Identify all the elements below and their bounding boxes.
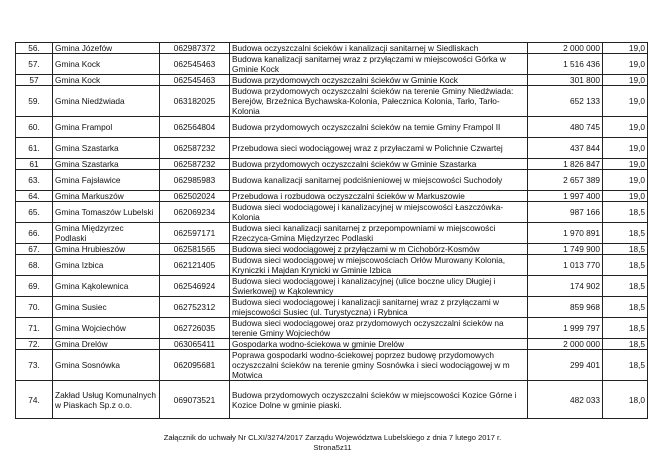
grant-amount-cell: 1 997 400 (528, 191, 603, 202)
table-row (16, 86, 648, 117)
project-title-cell: Budowa kanalizacji sanitarnej podciśnieniowej w miejscowości Suchodoły (230, 170, 528, 191)
beneficiary-name-cell: Gmina Tomaszów Lubelski (53, 202, 160, 223)
score-points-cell: 18,5 (603, 202, 648, 223)
table-row (16, 318, 648, 339)
grant-amount-cell: 1 826 847 (528, 159, 603, 170)
score-points-cell: 18,5 (603, 297, 648, 318)
beneficiary-name-cell: Gmina Drelów (53, 339, 160, 350)
row-number-cell: 63. (16, 170, 53, 191)
beneficiary-name-cell: Gmina Fajsławice (53, 170, 160, 191)
regon-number-cell: 062987372 (160, 43, 230, 54)
beneficiary-name-cell: Gmina Hrubieszów (53, 244, 160, 255)
regon-number-cell: 062095681 (160, 350, 230, 381)
grant-amount-cell: 1 749 900 (528, 244, 603, 255)
beneficiary-name-cell: Gmina Niedźwiada (53, 86, 160, 117)
regon-number-cell: 069073521 (160, 381, 230, 419)
grant-amount-cell: 301 800 (528, 75, 603, 86)
projects-table-body (16, 43, 648, 419)
footer-page-number: Strona5z11 (313, 443, 352, 452)
row-number-cell: 70. (16, 297, 53, 318)
table-row (16, 138, 648, 159)
beneficiary-name-cell: Gmina Szastarka (53, 138, 160, 159)
row-number-cell: 71. (16, 318, 53, 339)
beneficiary-name-cell: Gmina Szastarka (53, 159, 160, 170)
beneficiary-name-cell: Gmina Markuszów (53, 191, 160, 202)
project-title-cell: Budowa sieci wodociągowej i kanalizacji sanitarnej wraz z przyłączami w miejscowości Susiec (ul. Turystyczna) i Rybnica (230, 297, 528, 318)
regon-number-cell: 062545463 (160, 75, 230, 86)
regon-number-cell: 062597171 (160, 223, 230, 244)
score-points-cell: 18,5 (603, 255, 648, 276)
beneficiary-name-cell: Gmina Międzyrzec Podlaski (53, 223, 160, 244)
project-title-cell: Budowa sieci wodociągowej w miejscowościach Orłów Murowany Kolonia, Kryniczki i Majdan Krynicki w Gminie Izbica (230, 255, 528, 276)
row-number-cell: 68. (16, 255, 53, 276)
grant-amount-cell: 174 902 (528, 276, 603, 297)
project-title-cell: Budowa sieci wodociągowej i kanalizacyjnej (ulice boczne ulicy Długiej i Świerkowej) w Kąkolewnicy (230, 276, 528, 297)
score-points-cell: 19,0 (603, 54, 648, 75)
row-number-cell: 66. (16, 223, 53, 244)
grant-amount-cell: 1 999 797 (528, 318, 603, 339)
table-row (16, 381, 648, 419)
project-title-cell: Budowa przydomowych oczyszczalni ścieków w miejscowości Kozice Górne i Kozice Dolne w gminie piaski. (230, 381, 528, 419)
project-title-cell: Budowa sieci kanalizacji sanitarnej z przepompowniami w miejscowości Rzeczyca-Gmina Międzyrzec Podlaski (230, 223, 528, 244)
project-title-cell: Budowa sieci wodociągowej z przyłączami w m Cichobórz-Kosmów (230, 244, 528, 255)
table-row (16, 75, 648, 86)
table-row (16, 170, 648, 191)
project-title-cell: Budowa sieci wodociągowej oraz przydomowych oczyszczalni ścieków na terenie Gminy Wojciechów (230, 318, 528, 339)
regon-number-cell: 062564804 (160, 117, 230, 138)
project-title-cell: Poprawa gospodarki wodno-ściekowej poprzez budowę przydomowych oczyszczalni ścieków na terenie gminy Sosnówka i sieci wodociągowej w m Motwica (230, 350, 528, 381)
regon-number-cell: 063182025 (160, 86, 230, 117)
project-title-cell: Budowa sieci wodociągowej i kanalizacyjnej w miejscowości Łaszczówka-Kolonia (230, 202, 528, 223)
beneficiary-name-cell: Gmina Izbica (53, 255, 160, 276)
table-row (16, 223, 648, 244)
table-row (16, 117, 648, 138)
score-points-cell: 18,5 (603, 318, 648, 339)
row-number-cell: 56. (16, 43, 53, 54)
row-number-cell: 73. (16, 350, 53, 381)
row-number-cell: 69. (16, 276, 53, 297)
regon-number-cell: 062121405 (160, 255, 230, 276)
grant-amount-cell: 2 000 000 (528, 43, 603, 54)
row-number-cell: 57. (16, 54, 53, 75)
table-row (16, 244, 648, 255)
row-number-cell: 74. (16, 381, 53, 419)
score-points-cell: 19,0 (603, 86, 648, 117)
score-points-cell: 18,5 (603, 223, 648, 244)
regon-number-cell: 062069234 (160, 202, 230, 223)
grant-amount-cell: 987 166 (528, 202, 603, 223)
grant-amount-cell: 1 970 891 (528, 223, 603, 244)
beneficiary-name-cell: Gmina Kock (53, 54, 160, 75)
table-row (16, 43, 648, 54)
row-number-cell: 64. (16, 191, 53, 202)
score-points-cell: 19,0 (603, 191, 648, 202)
beneficiary-name-cell: Gmina Józefów (53, 43, 160, 54)
beneficiary-name-cell: Gmina Frampol (53, 117, 160, 138)
score-points-cell: 18,5 (603, 339, 648, 350)
beneficiary-name-cell: Zakład Usług Komunalnych w Piaskach Sp.z o.o. (53, 381, 160, 419)
row-number-cell: 67. (16, 244, 53, 255)
score-points-cell: 19,0 (603, 75, 648, 86)
regon-number-cell: 062587232 (160, 138, 230, 159)
row-number-cell: 60. (16, 117, 53, 138)
score-points-cell: 19,0 (603, 117, 648, 138)
row-number-cell: 61. (16, 138, 53, 159)
project-title-cell: Budowa kanalizacji sanitarnej wraz z przyłączami w miejscowości Górka w Gminie Kock (230, 54, 528, 75)
footer-resolution-note: Załącznik do uchwały Nr CLXI/3274/2017 Zarządu Województwa Lubelskiego z dnia 7 lutego 2017 r. (163, 433, 502, 442)
regon-number-cell: 062502024 (160, 191, 230, 202)
table-row (16, 339, 648, 350)
score-points-cell: 19,0 (603, 43, 648, 54)
project-title-cell: Budowa przydomowych oczyszczalni ścieków w Gminie Szastarka (230, 159, 528, 170)
row-number-cell: 65. (16, 202, 53, 223)
project-title-cell: Przebudowa sieci wodociągowej wraz z przyłaczami w Polichnie Czwartej (230, 138, 528, 159)
project-title-cell: Gospodarka wodno-ściekowa w gminie Drelów (230, 339, 528, 350)
regon-number-cell: 062546924 (160, 276, 230, 297)
score-points-cell: 18,5 (603, 350, 648, 381)
score-points-cell: 18,0 (603, 381, 648, 419)
table-row (16, 54, 648, 75)
beneficiary-name-cell: Gmina Susiec (53, 297, 160, 318)
grant-amount-cell: 482 033 (528, 381, 603, 419)
table-row (16, 159, 648, 170)
beneficiary-name-cell: Gmina Sosnówka (53, 350, 160, 381)
score-points-cell: 19,0 (603, 170, 648, 191)
score-points-cell: 19,0 (603, 138, 648, 159)
projects-table (15, 42, 648, 419)
score-points-cell: 18,5 (603, 276, 648, 297)
grant-amount-cell: 1 516 436 (528, 54, 603, 75)
grant-amount-cell: 652 133 (528, 86, 603, 117)
table-row (16, 276, 648, 297)
table-row (16, 202, 648, 223)
beneficiary-name-cell: Gmina Kąkolewnica (53, 276, 160, 297)
regon-number-cell: 063065411 (160, 339, 230, 350)
beneficiary-name-cell: Gmina Kock (53, 75, 160, 86)
score-points-cell: 18,5 (603, 244, 648, 255)
table-row (16, 255, 648, 276)
score-points-cell: 19,0 (603, 159, 648, 170)
grant-amount-cell: 1 013 770 (528, 255, 603, 276)
project-title-cell: Budowa przydomowych oczyszczalni ścieków w Gminie Kock (230, 75, 528, 86)
table-row (16, 350, 648, 381)
beneficiary-name-cell: Gmina Wojciechów (53, 318, 160, 339)
table-row (16, 297, 648, 318)
regon-number-cell: 062587232 (160, 159, 230, 170)
regon-number-cell: 062545463 (160, 54, 230, 75)
regon-number-cell: 062752312 (160, 297, 230, 318)
regon-number-cell: 062985983 (160, 170, 230, 191)
row-number-cell: 72. (16, 339, 53, 350)
grant-amount-cell: 480 745 (528, 117, 603, 138)
grant-amount-cell: 2 000 000 (528, 339, 603, 350)
regon-number-cell: 062726035 (160, 318, 230, 339)
project-title-cell: Przebudowa i rozbudowa oczyszczalni ścieków w Markuszowie (230, 191, 528, 202)
row-number-cell: 61 (16, 159, 53, 170)
regon-number-cell: 062581565 (160, 244, 230, 255)
project-title-cell: Budowa oczyszczalni ścieków i kanalizacji sanitarnej w Siedliskach (230, 43, 528, 54)
grant-amount-cell: 2 657 389 (528, 170, 603, 191)
table-row (16, 191, 648, 202)
grant-amount-cell: 299 401 (528, 350, 603, 381)
grant-amount-cell: 437 844 (528, 138, 603, 159)
grant-amount-cell: 859 968 (528, 297, 603, 318)
row-number-cell: 57 (16, 75, 53, 86)
row-number-cell: 59. (16, 86, 53, 117)
project-title-cell: Budowa przydomowych oczyszczalni ścieków na terenie Gminy Niedźwiada: Berejów, Brzeźnica Bychawska-Kolonia, Pałecznica Kolonia, Tarło, Tarło-Kolonia (230, 86, 528, 117)
project-title-cell: Budowa przydomowych oczyszczalni ścieków na temie Gminy Frampol II (230, 117, 528, 138)
